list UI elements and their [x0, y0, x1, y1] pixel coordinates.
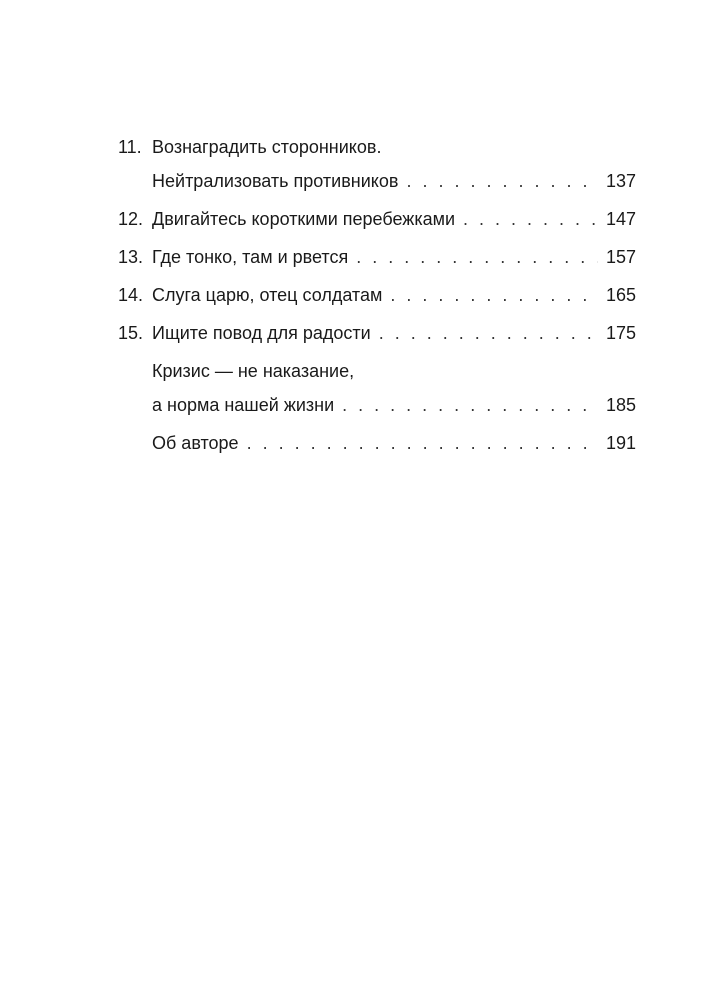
page-number: 191: [605, 433, 636, 453]
toc-entry-line: [118, 278, 636, 312]
toc-entry-line: [118, 240, 636, 274]
page-number: 147: [605, 209, 636, 229]
chapter-title: Ищите повод для радости: [152, 323, 371, 343]
toc-entry-13[interactable]: [118, 240, 636, 274]
toc-entry-12[interactable]: [118, 202, 636, 236]
dot-leader: [379, 316, 598, 350]
chapter-title-line2: а норма нашей жизни: [152, 395, 335, 415]
chapter-number: 15.: [118, 323, 144, 343]
chapter-title-line1: Кризис — не наказание,: [152, 361, 355, 381]
dot-leader: [390, 278, 598, 312]
chapter-title: Где тонко, там и рвется: [152, 247, 349, 267]
page-number: 175: [605, 323, 636, 343]
chapter-title-line1: Вознаградить сторонников.: [152, 137, 382, 157]
toc-entry-15[interactable]: [118, 316, 636, 350]
page-number: 165: [605, 285, 636, 305]
toc-entry-line: [118, 130, 636, 164]
chapter-number: 14.: [118, 285, 144, 305]
dot-leader: [406, 164, 598, 198]
toc-entry-14[interactable]: [118, 278, 636, 312]
page-number: 137: [605, 171, 636, 191]
toc-entry-line: [118, 388, 636, 422]
chapter-number: 12.: [118, 209, 144, 229]
toc-entry-line: [118, 164, 636, 198]
chapter-title-line2: Нейтрализовать противников: [152, 171, 399, 191]
toc-entry-about-author[interactable]: [118, 426, 636, 460]
toc-entry-line: [118, 316, 636, 350]
dot-leader: [356, 240, 598, 274]
toc-entry-line: [118, 426, 636, 460]
dot-leader: [463, 202, 598, 236]
toc-entry-line: [118, 202, 636, 236]
page-number: 157: [605, 247, 636, 267]
chapter-title: Слуга царю, отец солдатам: [152, 285, 383, 305]
table-of-contents: [118, 130, 636, 464]
chapter-title: Об авторе: [152, 433, 239, 453]
toc-entry-crisis[interactable]: [118, 354, 636, 422]
dot-leader: [342, 388, 598, 422]
chapter-number: 11.: [118, 137, 142, 157]
chapter-number: 13.: [118, 247, 144, 267]
page-number: 185: [605, 395, 636, 415]
toc-entry-line: [118, 354, 636, 388]
chapter-title: Двигайтесь короткими перебежками: [152, 209, 456, 229]
dot-leader: [247, 426, 598, 460]
toc-entry-11[interactable]: [118, 130, 636, 198]
